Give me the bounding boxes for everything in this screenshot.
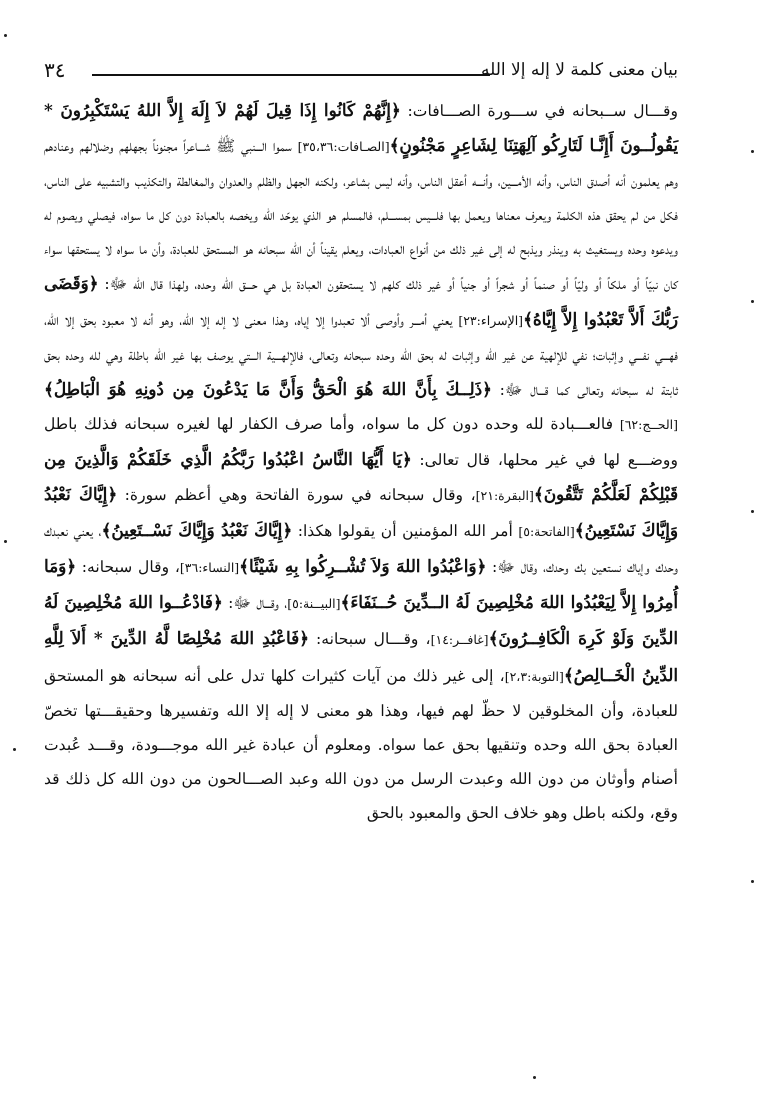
paragraph-text: ، يعني نعبدك وحدك وإياك نستعين بك وحدك، وقال ﷻ: [44, 522, 678, 577]
paragraph-text: ، وقـــال ﷻ: [222, 594, 288, 613]
page-header [44, 54, 678, 86]
scan-speck [4, 540, 7, 543]
quran-verse: ﴿وَقَضَى رَبُّكَ أَلاَّ تَعْبُدُوا إِلاَّ إِيَّاهُ﴾ [44, 273, 678, 329]
verse-citation: [البيــنة:٥] [287, 596, 341, 612]
scan-speck [13, 748, 16, 751]
paragraph-text: ، وقـــال سبحانه: [308, 630, 431, 649]
verse-citation: [الصـافات:٣٥،٣٦] [297, 139, 390, 155]
quran-verse: ﴿فَادْعُــوا اللهَ مُخْلِصِينَ لَهُ الدِّينَ وَلَوْ كَرِهَ الْكَافِــرُونَ﴾ [44, 592, 679, 649]
body-text [44, 93, 678, 830]
verse-citation: [الفاتحة:٥] [518, 524, 575, 540]
page-number: ٣٤ [44, 58, 66, 82]
running-title: بيان معنى كلمة لا إله إلا الله [481, 60, 678, 80]
verse-citation: [التوبة:٢،٣] [504, 668, 564, 684]
scan-speck [751, 510, 754, 513]
verse-citation: [الحــج:٦٢] [619, 416, 678, 432]
quran-verse: ﴿إِيَّاكَ نَعْبُدُ وَإِيَّاكَ نَسْتَعِينُ﴾ [44, 484, 678, 541]
quran-verse: ﴿إِيَّاكَ نَعْبُدُ وَإِيَّاكَ نَسْــتَعِينُ﴾ [101, 520, 293, 541]
quran-verse: ﴿يَا أَيُّهَا النَّاسُ اعْبُدُوا رَبَّكُمُ الَّذِي خَلَقَكُمْ وَالَّذِينَ مِن قَبْلِكُمْ لَعَلَّكُمْ تَتَّقُونَ﴾ [44, 448, 678, 505]
paragraph-text: ، وقال سبحانه: [76, 558, 180, 577]
scan-speck [4, 34, 7, 37]
quran-verse: ﴿ذَلِــكَ بِأَنَّ اللهَ هُوَ الْحَقُّ وَأَنَّ مَا يَدْعُونَ مِن دُونِهِ هُوَ الْبَاطِلُ﴾ [44, 378, 492, 399]
paragraph-text: يعني أمـــر وأوصى ألا تعبدوا إلا إياه، وهذا معنى لا إله إلا الله، وهو أنه لا معبود بحق إلا الله، فهـــي نفـــي وإثبات؛ نفي للإلهية عن غير الله وإثبات له بحق الله وحده سبحانه وتعالى، فالإلهـــية الـــتي يوصف بها غير الله باطلة وهي لله وحده بحق ثابتة له سبحانه وتعالى كما قـــال ﷻ: [44, 310, 678, 399]
scan-speck [533, 1076, 536, 1079]
quran-verse: ﴿إِنَّهُمْ كَانُوا إِذَا قِيلَ لَهُمْ لاَ إِلَهَ إِلاَّ اللهُ يَسْتَكْبِرُونَ * يَقُولُــونَ أَإِنَّـا لَتَارِكُو آلِهَتِنَا لِشَاعِرٍ مَجْنُونٍ﴾ [44, 100, 678, 156]
verse-citation: [الإسراء:٢٣] [458, 312, 524, 328]
paragraph-text: ، إلى غير ذلك من آيات كثيرات كلها تدل على أنه سبحانه هو المستحق للعبادة، وأن المخلوقين لا حظّ لهم فيها، وهذا هو معنى لا إله إلا الله وتفسيرها وحقيقـــتها تخصّ العبادة بحق الله وحده وتنقيها بحق عما سواه. ومعلوم أن عبادة غير الله موجـــودة، وقـــد عُبدت أصنام وأوثان من دون الله وعبدت الرسل من دون الله وعبد الصـــالحون من دون الله كل ذلك قد وقع، ولكنه باطل وهو خلاف الحق والمعبود بالحق [44, 666, 678, 822]
quran-verse: ﴿وَاعْبُدُوا اللهَ وَلاَ تُشْــرِكُوا بِهِ شَيْئًا﴾ [239, 556, 487, 577]
paragraph-text: سموا الـــنبي ﷺ شـــاعراً مجنوناً بجهلهم وضلالهم وعنادهم وهم يعلمون أنه أصدق الناس، وأنه الأمـــين، وأنـــه أعقل الناس، وأنه ليس بشاعر، ولكنه الجهل والظلم والعدوان والمغالطة والتكذيب والتشبيه على الناس، فكل من لم يحقق هذه الكلمة ويعرف معناها ويعمل بها فلـــيس بمســـلم، فالمسلم هو الذي يوحّد الله ويخصه بالعبادة دون كل ما سواه، فيصلي ويصوم له ويدعوه وحده ويستغيث به وينذر ويذبح له إلى غير ذلك من أنواع العبادات، ويعلم يقيناً أن الله سبحانه هو المستحق للعبادة، وأن ما سواه لا يستحقها سواء كان نبيّاً أو ملكاً أو وليّاً أو صنماً أو شجراً أو جنياً أو غير ذلك كلهم لا يستحقون العبادة بل هي حـــق الله وحده، ولهذا قال الله ﷻ: [44, 137, 678, 294]
paragraph-text: ، وقال سبحانه في سورة الفاتحة وهي أعظم سورة: [117, 486, 476, 505]
quran-verse: ﴿فَاعْبُدِ اللهَ مُخْلِصًا لَّهُ الدِّينَ * أَلاَ لِلَّهِ الدِّينُ الْخَــالِصُ﴾ [44, 628, 678, 685]
main-paragraph [44, 93, 678, 830]
paragraph-text: أمر الله المؤمنين أن يقولوا هكذا: [292, 522, 519, 541]
header-rule [92, 74, 490, 76]
scan-speck [751, 300, 754, 303]
paragraph-text: فالعـــبادة لله وحده دون كل ما سواه، وأما صرف الكفار لها لغيره سبحانه فذلك باطل ووضـــع لها في غير محلها، قال تعالى: [44, 414, 678, 469]
quran-verse: ﴿وَمَا أُمِرُوا إِلاَّ لِيَعْبُدُوا اللهَ مُخْلِصِينَ لَهُ الــدِّينَ حُــنَفَاءَ﴾ [44, 556, 678, 613]
scan-speck [751, 150, 754, 153]
scan-speck [751, 880, 754, 883]
verse-citation: [غافــر:١٤] [430, 632, 489, 648]
paragraph-text: وقـــال ســبحانه في ســـورة الصـــافات: [400, 102, 679, 120]
verse-citation: [البقرة:٢١] [475, 488, 534, 504]
verse-citation: [النساء:٣٦] [179, 560, 240, 576]
